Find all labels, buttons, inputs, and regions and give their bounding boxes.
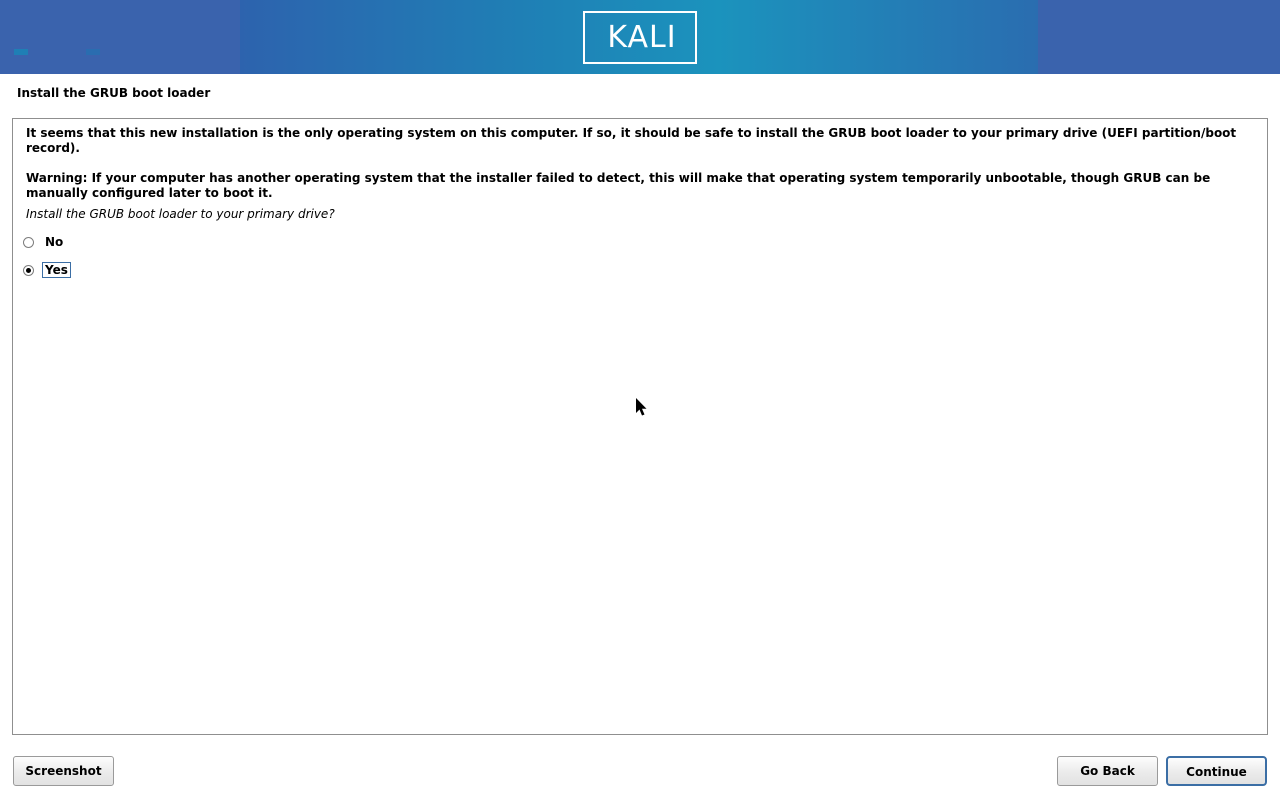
go-back-button[interactable]: Go Back (1057, 756, 1158, 786)
radio-no-indicator[interactable] (23, 237, 34, 248)
kali-logo-notch-left (14, 49, 28, 55)
mouse-cursor-icon (636, 398, 648, 417)
radio-yes-indicator[interactable] (23, 265, 34, 276)
radio-option-yes[interactable] (23, 261, 71, 279)
continue-button[interactable]: Continue (1166, 756, 1267, 786)
warning-paragraph: Warning: If your computer has another operating system that the installer failed to detect, this will make that operating system temporarily unbootable, though GRUB can be manually configured later to boot it. (26, 171, 1211, 200)
kali-logo-text: KALI (607, 20, 677, 55)
radio-no-label: No (45, 235, 64, 249)
kali-logo-notch-right (86, 49, 100, 55)
info-paragraph: It seems that this new installation is the only operating system on this computer. If so, it should be safe to install the GRUB boot loader to your primary drive (UEFI partition/boot record). (26, 126, 1237, 155)
kali-logo (583, 11, 697, 64)
page-title: Install the GRUB boot loader (17, 86, 211, 100)
installer-content-panel (12, 118, 1268, 735)
installer-banner (0, 0, 1280, 74)
screenshot-button[interactable]: Screenshot (13, 756, 114, 786)
question-label: Install the GRUB boot loader to your primary drive? (26, 207, 335, 221)
radio-option-no[interactable] (23, 233, 66, 251)
radio-yes-label: Yes (42, 262, 71, 278)
